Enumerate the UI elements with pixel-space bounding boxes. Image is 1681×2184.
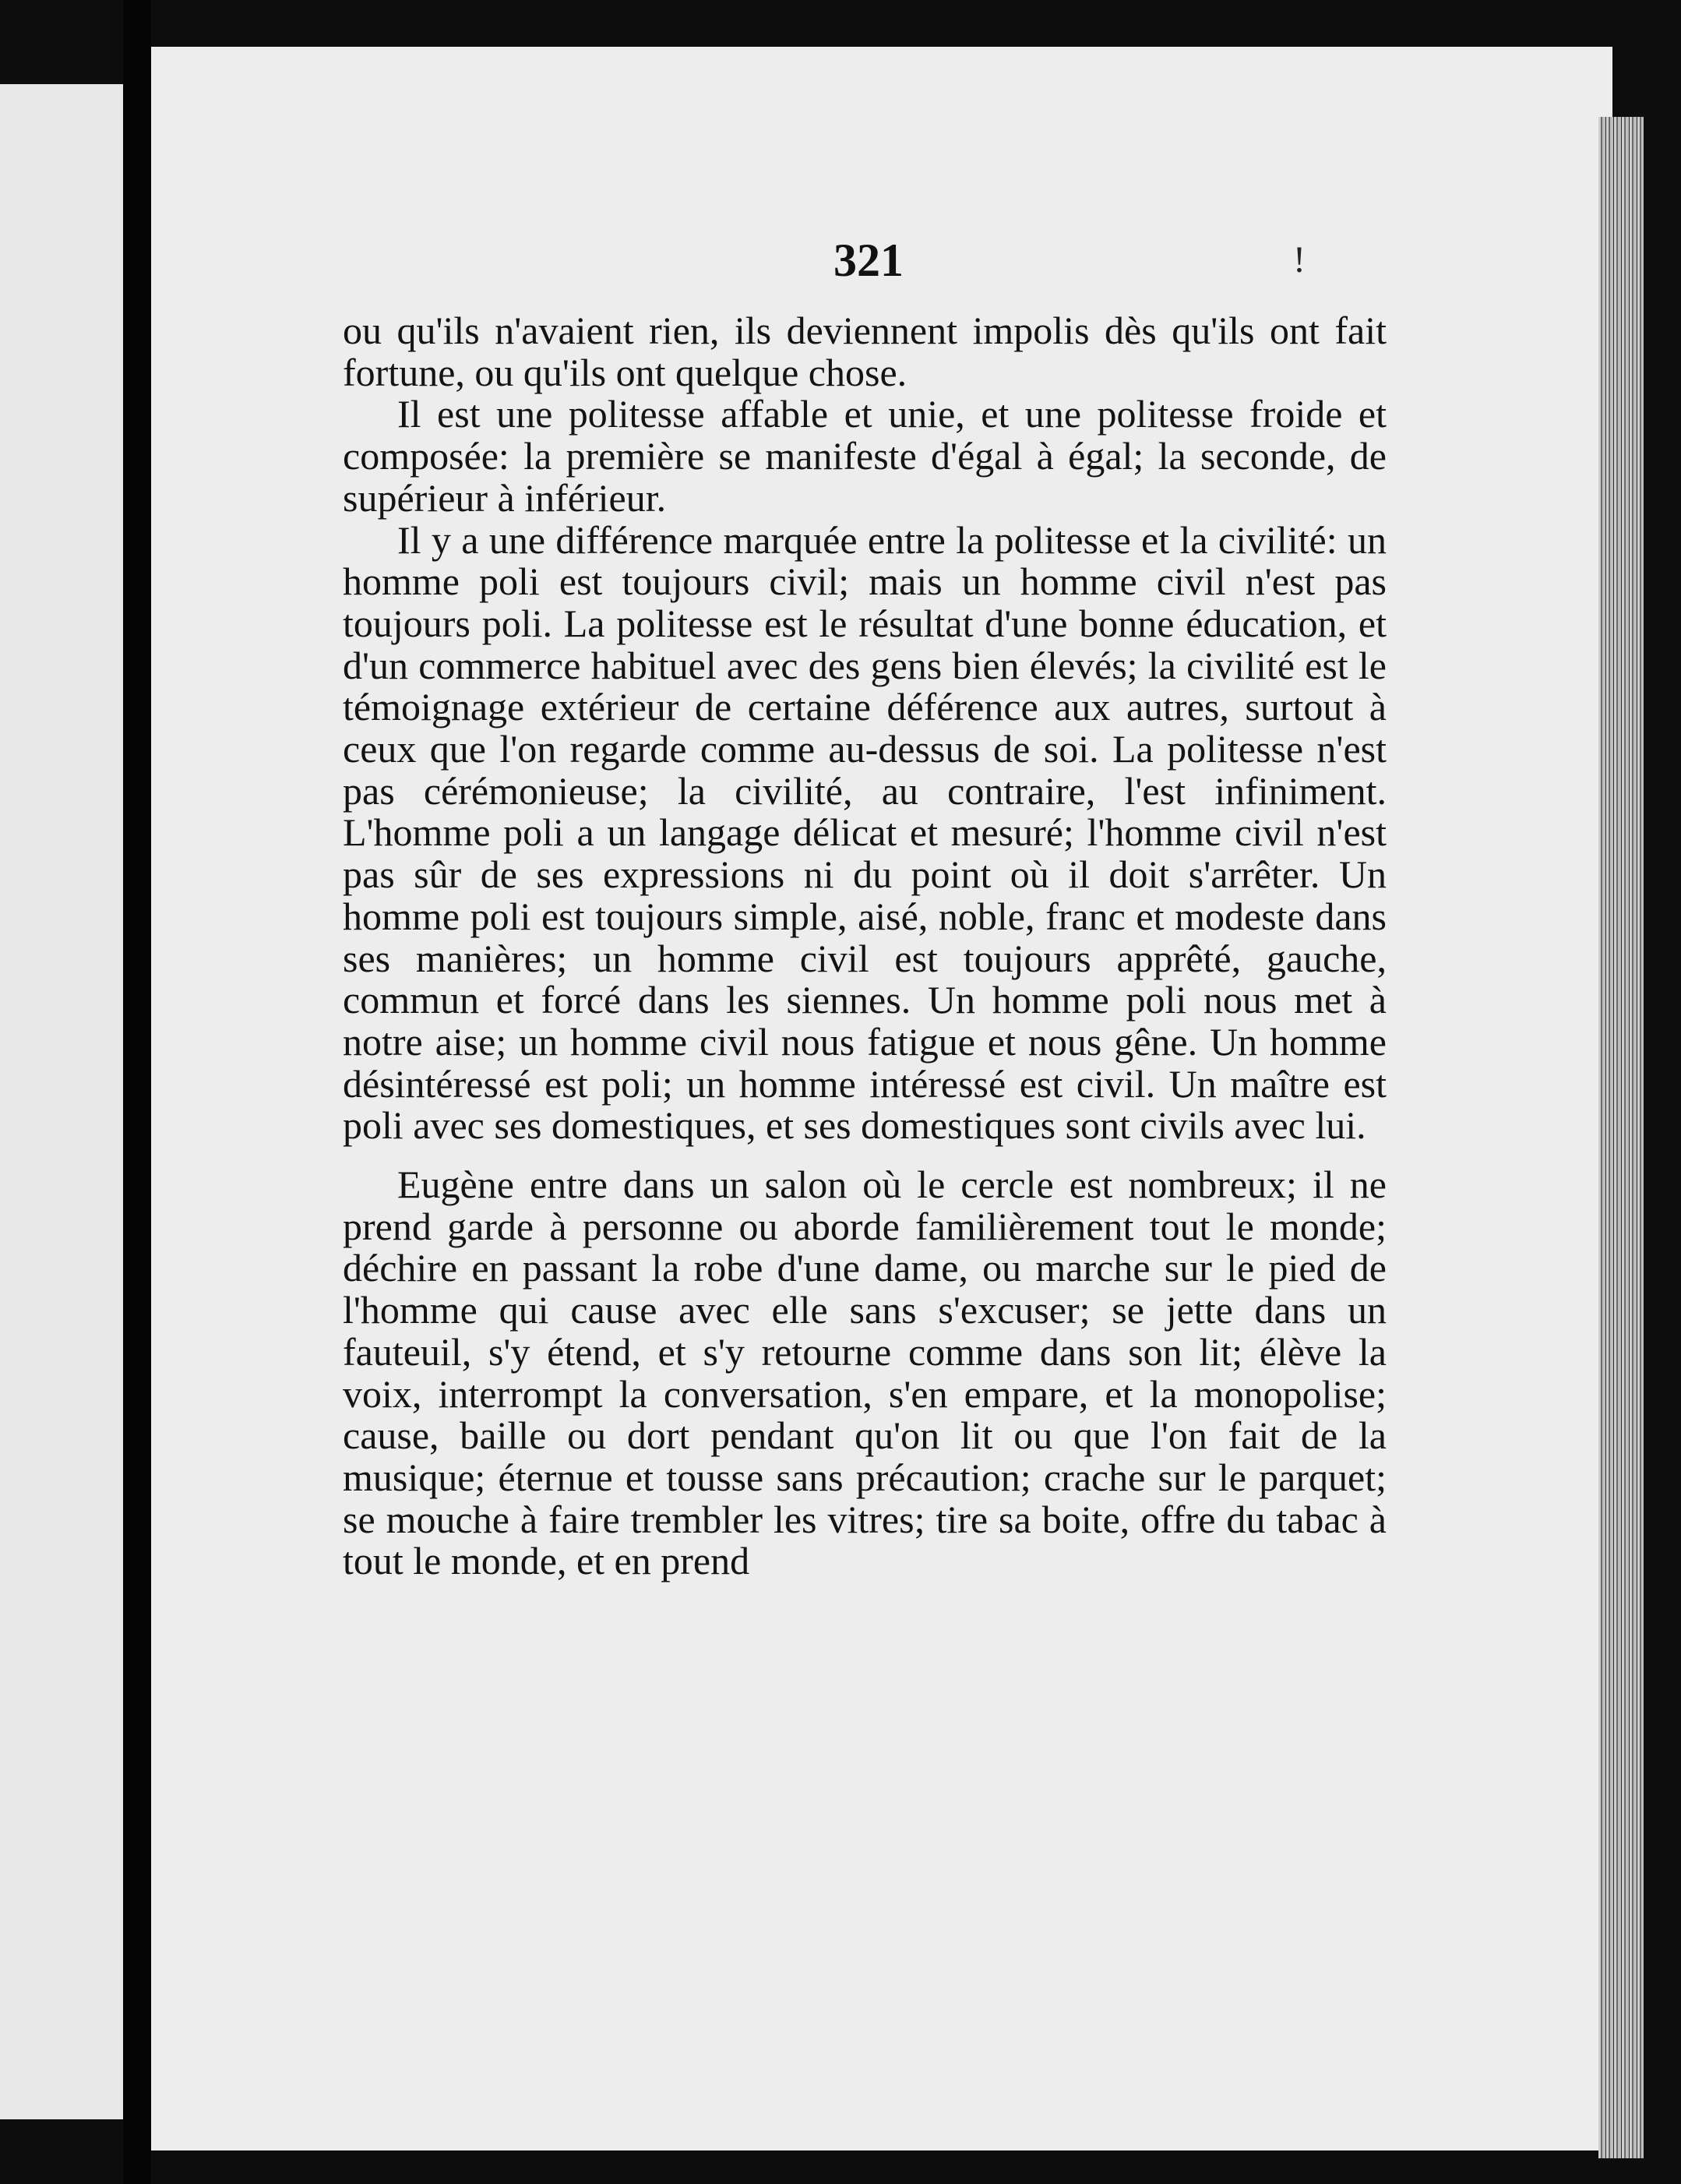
page-stack-edge [1598, 117, 1644, 2158]
paragraph-politesse-civilite: Il y a une différence marquée entre la politesse et la civilité: un homme poli est toujours civil; mais un homme civil n'est pas toujours poli. La politesse est le résultat d'une bonne éducation, et d'un commerce habituel avec des gens bien élevés; la civilité est le témoignage extérieur de certaine déférence aux autres, surtout à ceux que l'on regarde comme au-dessus de soi. La politesse n'est pas cérémonieuse; la civilité, au contraire, l'est infiniment. L'homme poli a un langage délicat et mesuré; l'homme civil n'est pas sûr de ses expressions ni du point où il doit s'arrêter. Un homme poli est toujours simple, aisé, noble, franc et modeste dans ses manières; un homme civil est toujours apprêté, gauche, commun et forcé dans les siennes. Un homme poli nous met à notre aise; un homme civil nous fatigue et nous gêne. Un homme désintéressé est poli; un homme intéressé est civil. Un maître est poli avec ses domestiques, et ses domestiques sont civils avec lui. [343, 517, 1387, 1148]
body-text [343, 310, 1387, 1582]
paragraph-politesse-affable: Il est une politesse affable et unie, et une politesse froide et composée: la première se manifeste d'égal à égal; la seconde, de supérieur à inférieur. [343, 392, 1387, 520]
paragraph-continuation: ou qu'ils n'avaient rien, ils deviennent impolis dès qu'ils ont fait fortune, ou qu'ils ont quelque chose. [343, 309, 1387, 394]
paragraph-eugene: Eugène entre dans un salon où le cercle est nombreux; il ne prend garde à personne ou aborde familièrement tout le monde; déchire en passant la robe d'une dame, ou marche sur le pied de l'homme qui cause avec elle sans s'excuser; se jette dans un fauteuil, s'y étend, et s'y retourne comme dans son lit; élève la voix, interrompt la conversation, s'en empare, et la monopolise; cause, baille ou dort pendant qu'on lit ou que l'on fait de la musique; éternue et tousse sans précaution; crache sur le parquet; se mouche à faire trembler les vitres; tire sa boite, offre du tabac à tout le monde, et en prend [343, 1163, 1387, 1583]
stray-mark: ! [1293, 239, 1306, 280]
book-gutter [123, 0, 151, 2184]
page-number: 321 [833, 235, 904, 286]
left-page-edge [0, 84, 123, 2119]
